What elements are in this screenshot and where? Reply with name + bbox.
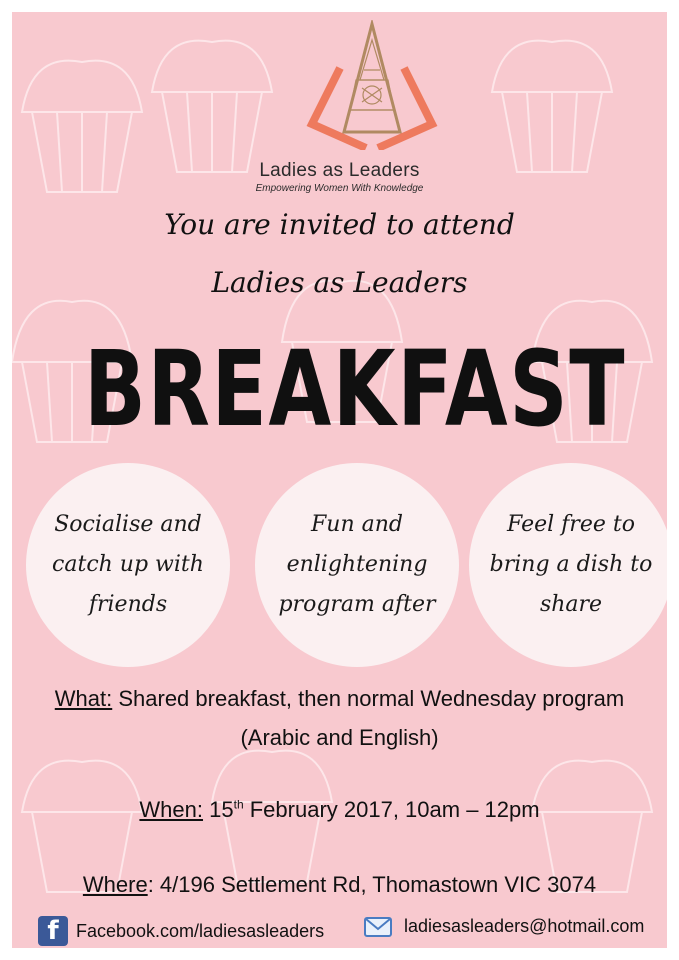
- when-text: February 2017, 10am – 12pm: [243, 797, 540, 822]
- where-text: : 4/196 Settlement Rd, Thomastown VIC 3074: [147, 872, 597, 897]
- what-details-languages: (Arabic and English): [240, 725, 439, 750]
- facebook-contact[interactable]: [38, 916, 324, 946]
- highlight-line: bring a dish to: [489, 552, 653, 577]
- ladies-as-leaders-logo: [304, 20, 440, 150]
- when-label: When:: [139, 797, 204, 822]
- highlight-line: enlightening: [286, 552, 428, 577]
- highlight-circle-dish: [469, 463, 667, 667]
- email-link[interactable]: ladiesasleaders@hotmail.com: [404, 916, 645, 936]
- what-text: Shared breakfast, then normal Wednesday program: [112, 686, 625, 711]
- when-details: [12, 797, 667, 823]
- facebook-icon: f: [38, 916, 68, 946]
- highlight-text: [490, 505, 653, 625]
- cupcake-outline: [492, 41, 612, 172]
- invite-line-2: Ladies as Leaders: [211, 266, 468, 299]
- when-day-suffix: th: [233, 797, 244, 812]
- highlight-text: [52, 505, 204, 625]
- highlight-line: friends: [88, 592, 168, 617]
- highlight-circle-program: [255, 463, 459, 667]
- what-details: [12, 686, 667, 712]
- cupcake-outline: [152, 41, 272, 172]
- what-label: What:: [54, 686, 113, 711]
- highlight-text: [278, 505, 435, 625]
- highlight-line: program after: [278, 592, 436, 617]
- headline-breakfast: BREAKFAST: [84, 328, 627, 450]
- facebook-link[interactable]: Facebook.com/ladiesasleaders: [76, 920, 325, 941]
- envelope-icon: [364, 917, 392, 937]
- highlight-circle-socialise: [26, 463, 230, 667]
- highlight-line: Fun and: [311, 512, 403, 537]
- where-label: Where: [82, 872, 148, 897]
- poster: [12, 12, 667, 948]
- brand-tagline: Empowering Women With Knowledge: [255, 183, 424, 194]
- when-day: 15: [203, 797, 234, 822]
- highlight-line: share: [539, 592, 603, 617]
- where-details: [12, 872, 667, 898]
- brand-name: Ladies as Leaders: [259, 160, 420, 181]
- highlight-line: Feel free to: [507, 512, 635, 537]
- email-contact[interactable]: [364, 916, 644, 937]
- invite-line-1: You are invited to attend: [164, 208, 515, 241]
- highlight-line: catch up with: [52, 552, 204, 577]
- highlight-line: Socialise and: [54, 512, 202, 537]
